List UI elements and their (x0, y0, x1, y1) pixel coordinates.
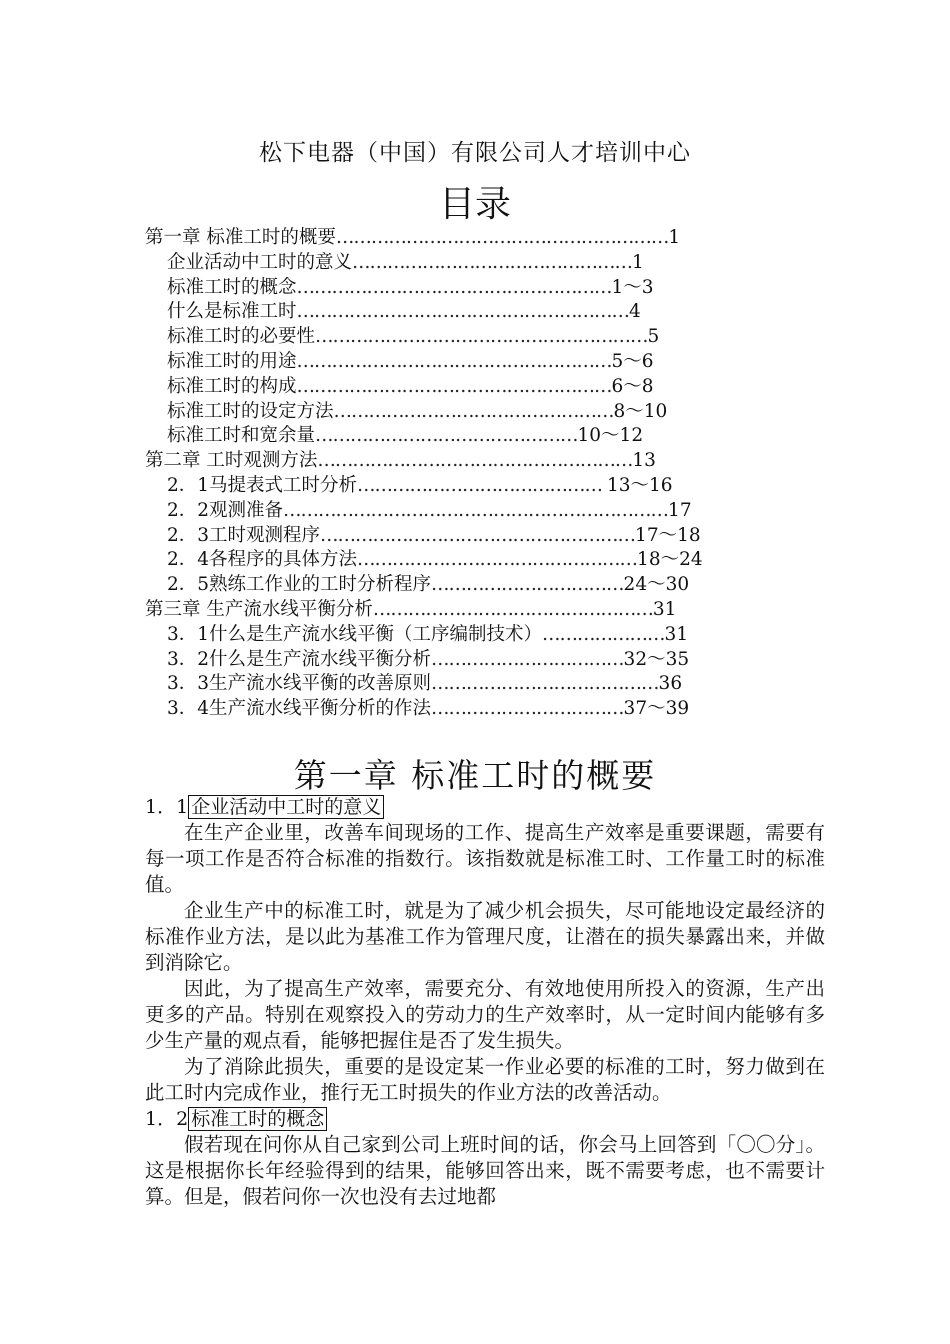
chapter-title: 第一章 标准工时的概要 (293, 756, 657, 795)
toc-entry-label: 2．2观测准备 (167, 499, 284, 521)
toc-entry-leader: ………………………………………………… (315, 326, 648, 348)
toc-entry[interactable] (145, 623, 845, 648)
toc-entry-page: 6～8 (611, 375, 654, 397)
toc-entry-label: 2．4各程序的具体方法 (167, 549, 358, 571)
toc-entry-label: 3．4生产流水线平衡分析的作法 (167, 698, 432, 720)
toc-entry[interactable] (145, 325, 845, 350)
toc-entry-label: 企业活动中工时的意义 (167, 251, 353, 273)
section-heading (145, 794, 825, 820)
toc-entry-label: 第二章 工时观测方法 (145, 450, 318, 472)
toc-entry-page: 37～39 (623, 698, 690, 720)
toc-entry[interactable] (145, 697, 845, 722)
toc-entry-label: 标准工时的设定方法 (167, 400, 334, 422)
chapter-body (145, 794, 825, 1210)
body-paragraph: 假若现在问你从自己家到公司上班时间的话，你会马上回答到「〇〇分」。这是根据你长年经验得到的结果，能够回答出来，既不需要考虑，也不需要计算。但是，假若问你一次也没有去过地都 (145, 1133, 825, 1208)
toc-entry-leader: ………………………………………… (352, 251, 633, 273)
toc-entry-page: 17 (668, 499, 692, 521)
section-number: 1．1 (145, 796, 189, 818)
toc-entry[interactable] (145, 524, 845, 549)
table-of-contents (145, 226, 845, 722)
toc-entry-leader: ……………………………………………… (296, 276, 612, 298)
body-paragraph: 为了消除此损失，重要的是设定某一作业必要的标准的工时，努力做到在此工时内完成作业，推行无工时损失的作业方法的改善活动。 (145, 1055, 825, 1104)
toc-entry-page: 24～30 (623, 574, 690, 596)
toc-entry-label: 2．5熟练工作业的工时分析程序 (167, 574, 432, 596)
toc-entry[interactable] (145, 251, 845, 276)
toc-entry[interactable] (145, 300, 845, 325)
toc-entry-leader: ………………………………………………… (296, 301, 630, 323)
toc-entry-label: 2．1马提表式工时分析 (167, 474, 358, 496)
body-paragraph: 在生产企业里，改善车间现场的工作、提高生产效率是重要课题，需要有每一项工作是否符合标准的指数行。该指数就是标准工时、工作量工时的标准值。 (145, 821, 825, 896)
toc-entry-page: 31 (652, 598, 677, 620)
section-title: 标准工时的概念 (188, 1107, 327, 1131)
toc-entry-label: 3．1什么是生产流水线平衡（工序编制技术） (167, 623, 543, 645)
toc-entry[interactable] (145, 226, 845, 251)
toc-entry-page: 1 (668, 227, 681, 248)
toc-entry[interactable] (145, 276, 845, 301)
toc-entry-leader: ……………………………………………… (317, 450, 633, 472)
toc-entry-leader: …………………………………… (357, 474, 607, 496)
toc-entry-page: 13 (632, 450, 656, 472)
toc-entry-label: 标准工时和宽余量 (167, 425, 316, 447)
toc-entry-leader: …………………………… (431, 648, 624, 670)
toc-entry[interactable] (145, 573, 845, 598)
toc-entry-label: 第一章 标准工时的概要 (145, 227, 336, 248)
toc-title: 目录 (438, 184, 511, 225)
toc-entry-leader: ………………………………………………………… (283, 499, 669, 521)
organization-header: 松下电器（中国）有限公司人才培训中心 (259, 140, 691, 166)
toc-entry-leader: ………………… (542, 623, 665, 645)
toc-entry[interactable] (145, 424, 845, 449)
toc-entry-label: 标准工时的概念 (167, 276, 297, 298)
toc-entry-leader: …………………………… (431, 574, 624, 596)
toc-entry-page: 32～35 (623, 648, 690, 670)
toc-entry[interactable] (145, 375, 845, 400)
toc-entry[interactable] (145, 449, 845, 474)
toc-entry[interactable] (145, 350, 845, 375)
toc-entry-label: 标准工时的用途 (167, 350, 297, 372)
toc-entry-leader: ……………………………………………… (296, 375, 612, 397)
toc-entry-label: 标准工时的构成 (167, 375, 297, 397)
toc-entry-page: 31 (664, 623, 689, 645)
toc-entry-label: 2．3工时观测程序 (167, 524, 321, 546)
toc-entry-page: 1 (632, 251, 644, 273)
body-paragraph: 企业生产中的标准工时，就是为了减少机会损失，尽可能地设定最经济的标准作业方法，是以此为基准工作为管理尺度，让潜在的损失暴露出来，并做到消除它。 (145, 899, 825, 974)
toc-entry-page: 36 (658, 673, 683, 695)
toc-entry-leader: ………………………………………… (357, 549, 638, 571)
toc-entry-label: 3．3生产流水线平衡的改善原则 (167, 673, 432, 695)
section-heading (145, 1106, 825, 1132)
toc-entry-leader: ……………………………………… (315, 425, 578, 447)
toc-entry[interactable] (145, 648, 845, 673)
toc-entry-label: 标准工时的必要性 (167, 326, 316, 348)
toc-entry-leader: ………………………………………… (333, 400, 614, 422)
toc-entry-leader: ………………………………… (431, 673, 659, 695)
section-number: 1．2 (145, 1108, 189, 1130)
section-title: 企业活动中工时的意义 (188, 795, 384, 819)
toc-entry[interactable] (145, 400, 845, 425)
toc-entry[interactable] (145, 598, 845, 623)
toc-entry-leader: …………………………… (431, 698, 624, 720)
toc-entry-page: 4 (629, 301, 641, 323)
body-paragraph: 因此，为了提高生产效率，需要充分、有效地使用所投入的资源，生产出更多的产品。特别在观察投入的劳动力的生产效率时，从一定时间内能够有多少生产量的观点看，能够把握住是否了发生损失。 (145, 977, 825, 1052)
toc-entry-page: 5～6 (611, 350, 654, 372)
toc-entry-leader: ……………………………………………… (296, 350, 612, 372)
toc-entry-page: 8～10 (613, 400, 668, 422)
toc-entry-page: 17～18 (635, 524, 701, 546)
toc-entry-leader: ……………………………………………… (320, 524, 636, 546)
toc-entry-label: 什么是标准工时 (167, 301, 297, 323)
toc-entry-label: 3．2什么是生产流水线平衡分析 (167, 648, 432, 670)
toc-entry[interactable] (145, 474, 845, 499)
toc-entry[interactable] (145, 672, 845, 697)
toc-entry-leader: ………………………………………… (372, 598, 653, 620)
toc-entry-page: 10～12 (577, 425, 644, 447)
toc-entry-page: 1～3 (611, 276, 654, 298)
toc-entry-page: 18～24 (637, 549, 703, 571)
toc-entry[interactable] (145, 499, 845, 524)
toc-entry-page: 5 (647, 326, 660, 348)
toc-entry-leader: ………………………………………………… (335, 227, 669, 248)
toc-entry-label: 第三章 生产流水线平衡分析 (145, 598, 373, 620)
toc-entry[interactable] (145, 548, 845, 573)
toc-entry-page: 13～16 (606, 474, 673, 496)
